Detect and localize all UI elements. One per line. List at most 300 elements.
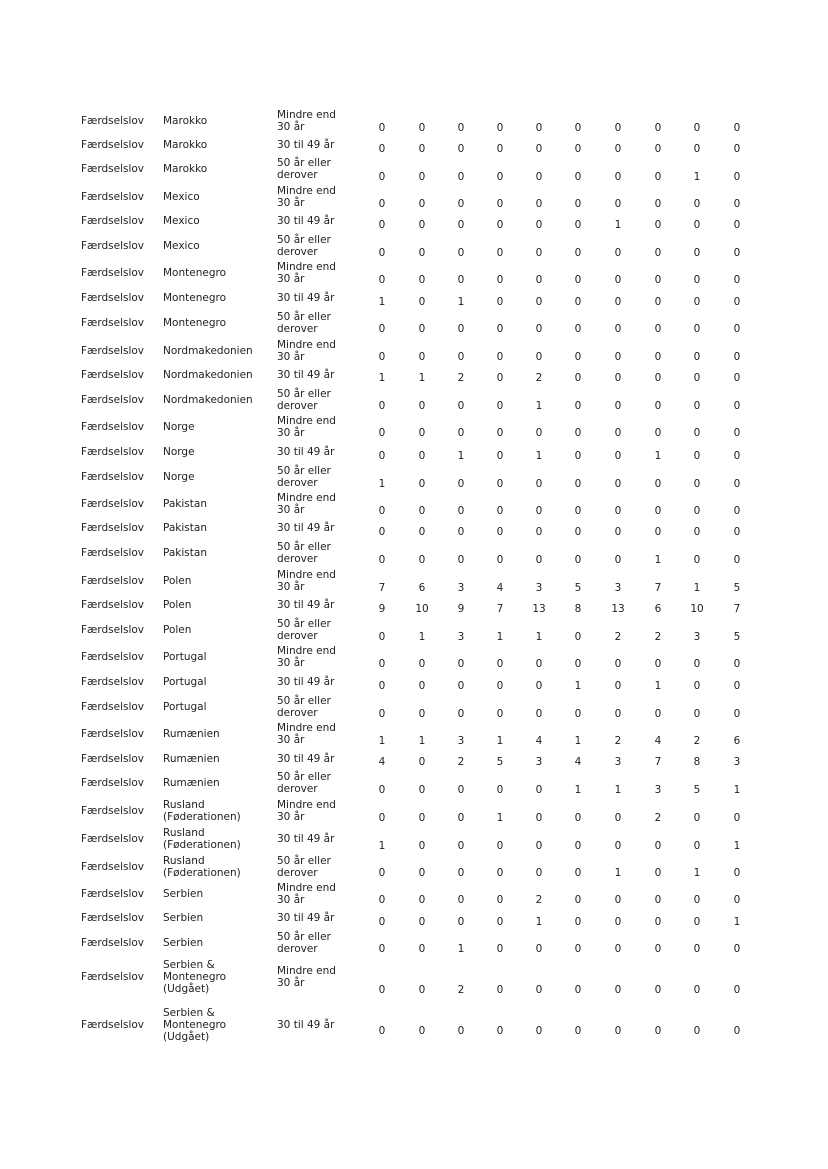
value-cell: 13 — [532, 603, 546, 615]
value-cell: 0 — [418, 708, 426, 720]
value-cell: 1 — [574, 784, 582, 796]
value-cell: 0 — [614, 351, 622, 363]
value-cell: 1 — [614, 219, 622, 231]
value-cell: 1 — [457, 943, 465, 955]
value-cell: 0 — [733, 400, 741, 412]
value-cell: 7 — [654, 756, 662, 768]
value-cell: 0 — [496, 505, 504, 517]
value-cell: 0 — [733, 894, 741, 906]
law-cell: Færdselslov — [81, 446, 145, 458]
age-group-cell: 30 år — [277, 734, 305, 746]
value-cell: 0 — [574, 427, 582, 439]
value-cell: 0 — [457, 840, 465, 852]
value-cell: 0 — [496, 247, 504, 259]
value-cell: 0 — [693, 450, 701, 462]
value-cell: 0 — [614, 450, 622, 462]
value-cell: 0 — [733, 143, 741, 155]
value-cell: 1 — [496, 735, 504, 747]
country-cell: Pakistan — [163, 498, 207, 510]
country-cell: Portugal — [163, 676, 207, 688]
value-cell: 0 — [457, 198, 465, 210]
value-cell: 0 — [418, 198, 426, 210]
value-cell: 0 — [693, 122, 701, 134]
value-cell: 0 — [496, 171, 504, 183]
value-cell: 0 — [693, 840, 701, 852]
law-cell: Færdselslov — [81, 912, 145, 924]
value-cell: 0 — [418, 274, 426, 286]
value-cell: 0 — [378, 680, 386, 692]
value-cell: 0 — [418, 122, 426, 134]
value-cell: 0 — [418, 554, 426, 566]
value-cell: 6 — [733, 735, 741, 747]
value-cell: 0 — [496, 143, 504, 155]
country-cell: Nordmakedonien — [163, 369, 253, 381]
value-cell: 0 — [574, 658, 582, 670]
age-group-cell: 30 år — [277, 504, 305, 516]
value-cell: 0 — [418, 840, 426, 852]
value-cell: 0 — [614, 372, 622, 384]
value-cell: 1 — [457, 296, 465, 308]
age-group-cell: 30 år — [277, 351, 305, 363]
value-cell: 0 — [733, 984, 741, 996]
value-cell: 0 — [418, 323, 426, 335]
value-cell: 0 — [614, 247, 622, 259]
value-cell: 5 — [733, 582, 741, 594]
age-group-cell: 30 år — [277, 121, 305, 133]
value-cell: 0 — [496, 840, 504, 852]
law-cell: Færdselslov — [81, 753, 145, 765]
value-cell: 0 — [535, 867, 543, 879]
value-cell: 0 — [693, 274, 701, 286]
value-cell: 0 — [457, 526, 465, 538]
country-cell: Norge — [163, 446, 195, 458]
law-cell: Færdselslov — [81, 728, 145, 740]
value-cell: 7 — [496, 603, 504, 615]
value-cell: 0 — [574, 450, 582, 462]
value-cell: 0 — [496, 274, 504, 286]
value-cell: 0 — [614, 198, 622, 210]
law-cell: Færdselslov — [81, 139, 145, 151]
value-cell: 5 — [496, 756, 504, 768]
value-cell: 0 — [654, 1025, 662, 1037]
value-cell: 0 — [457, 427, 465, 439]
law-cell: Færdselslov — [81, 624, 145, 636]
value-cell: 0 — [654, 219, 662, 231]
age-group-cell: 30 til 49 år — [277, 522, 335, 534]
value-cell: 0 — [457, 247, 465, 259]
value-cell: 1 — [693, 582, 701, 594]
country-cell: Mexico — [163, 191, 200, 203]
law-cell: Færdselslov — [81, 522, 145, 534]
law-cell: Færdselslov — [81, 498, 145, 510]
value-cell: 7 — [654, 582, 662, 594]
value-cell: 0 — [378, 812, 386, 824]
country-cell: Polen — [163, 624, 192, 636]
country-cell: Pakistan — [163, 522, 207, 534]
age-group-cell: derover — [277, 553, 318, 565]
value-cell: 0 — [654, 274, 662, 286]
law-cell: Færdselslov — [81, 833, 145, 845]
value-cell: 0 — [574, 554, 582, 566]
value-cell: 0 — [496, 680, 504, 692]
country-cell: Serbien — [163, 912, 204, 924]
age-group-cell: 30 år — [277, 894, 305, 906]
value-cell: 0 — [378, 219, 386, 231]
value-cell: 0 — [574, 323, 582, 335]
country-cell: Marokko — [163, 163, 208, 175]
value-cell: 2 — [457, 756, 465, 768]
value-cell: 3 — [457, 631, 465, 643]
age-group-cell: 50 år eller — [277, 234, 331, 246]
value-cell: 0 — [378, 554, 386, 566]
value-cell: 1 — [378, 735, 386, 747]
value-cell: 1 — [654, 554, 662, 566]
value-cell: 9 — [378, 603, 386, 615]
value-cell: 0 — [496, 400, 504, 412]
age-group-cell: derover — [277, 323, 318, 335]
value-cell: 0 — [496, 894, 504, 906]
value-cell: 5 — [574, 582, 582, 594]
value-cell: 0 — [733, 658, 741, 670]
value-cell: 0 — [614, 274, 622, 286]
value-cell: 0 — [378, 351, 386, 363]
value-cell: 0 — [693, 554, 701, 566]
law-cell: Færdselslov — [81, 115, 145, 127]
value-cell: 0 — [496, 219, 504, 231]
value-cell: 6 — [418, 582, 426, 594]
value-cell: 0 — [733, 526, 741, 538]
value-cell: 1 — [654, 450, 662, 462]
age-group-cell: 50 år eller — [277, 771, 331, 783]
value-cell: 0 — [496, 450, 504, 462]
country-cell: Mexico — [163, 215, 200, 227]
value-cell: 1 — [654, 680, 662, 692]
value-cell: 0 — [733, 198, 741, 210]
country-cell: (Føderationen) — [163, 839, 241, 851]
law-cell: Færdselslov — [81, 394, 145, 406]
value-cell: 0 — [496, 323, 504, 335]
value-cell: 0 — [535, 708, 543, 720]
value-cell: 0 — [574, 894, 582, 906]
age-group-cell: derover — [277, 707, 318, 719]
age-group-cell: 30 til 49 år — [277, 292, 335, 304]
value-cell: 0 — [574, 916, 582, 928]
age-group-cell: derover — [277, 943, 318, 955]
value-cell: 0 — [418, 400, 426, 412]
value-cell: 0 — [418, 171, 426, 183]
value-cell: 0 — [614, 984, 622, 996]
value-cell: 0 — [496, 554, 504, 566]
value-cell: 0 — [654, 984, 662, 996]
value-cell: 1 — [614, 784, 622, 796]
value-cell: 0 — [574, 812, 582, 824]
value-cell: 0 — [535, 784, 543, 796]
age-group-cell: 30 til 49 år — [277, 599, 335, 611]
value-cell: 4 — [574, 756, 582, 768]
value-cell: 0 — [733, 450, 741, 462]
value-cell: 1 — [418, 631, 426, 643]
country-cell: Pakistan — [163, 547, 207, 559]
value-cell: 0 — [378, 247, 386, 259]
value-cell: 0 — [378, 427, 386, 439]
value-cell: 0 — [378, 274, 386, 286]
value-cell: 0 — [496, 867, 504, 879]
value-cell: 0 — [457, 351, 465, 363]
age-group-cell: 30 til 49 år — [277, 833, 335, 845]
age-group-cell: 30 år — [277, 197, 305, 209]
value-cell: 1 — [535, 631, 543, 643]
value-cell: 0 — [574, 143, 582, 155]
law-cell: Færdselslov — [81, 861, 145, 873]
age-group-cell: 30 år — [277, 273, 305, 285]
value-cell: 0 — [614, 943, 622, 955]
age-group-cell: 30 år — [277, 657, 305, 669]
value-cell: 0 — [418, 351, 426, 363]
value-cell: 0 — [535, 219, 543, 231]
value-cell: 2 — [535, 372, 543, 384]
value-cell: 0 — [693, 1025, 701, 1037]
country-cell: Rusland — [163, 855, 205, 867]
value-cell: 0 — [378, 943, 386, 955]
value-cell: 0 — [535, 658, 543, 670]
law-cell: Færdselslov — [81, 163, 145, 175]
value-cell: 2 — [457, 984, 465, 996]
value-cell: 0 — [654, 323, 662, 335]
age-group-cell: 30 år — [277, 811, 305, 823]
value-cell: 0 — [574, 400, 582, 412]
value-cell: 0 — [614, 812, 622, 824]
value-cell: 0 — [418, 867, 426, 879]
value-cell: 0 — [574, 526, 582, 538]
age-group-cell: 50 år eller — [277, 541, 331, 553]
country-cell: Rumænien — [163, 753, 220, 765]
value-cell: 0 — [693, 894, 701, 906]
age-group-cell: 50 år eller — [277, 157, 331, 169]
value-cell: 0 — [654, 427, 662, 439]
value-cell: 0 — [418, 450, 426, 462]
age-group-cell: Mindre end — [277, 799, 336, 811]
value-cell: 0 — [496, 198, 504, 210]
age-group-cell: 30 til 49 år — [277, 1019, 335, 1031]
country-cell: Rumænien — [163, 777, 220, 789]
value-cell: 0 — [574, 296, 582, 308]
value-cell: 0 — [535, 427, 543, 439]
law-cell: Færdselslov — [81, 421, 145, 433]
value-cell: 0 — [654, 840, 662, 852]
value-cell: 0 — [535, 198, 543, 210]
age-group-cell: 50 år eller — [277, 465, 331, 477]
value-cell: 0 — [535, 1025, 543, 1037]
value-cell: 7 — [733, 603, 741, 615]
country-cell: (Udgået) — [163, 1031, 210, 1043]
age-group-cell: 30 år — [277, 581, 305, 593]
value-cell: 0 — [614, 658, 622, 670]
value-cell: 0 — [614, 143, 622, 155]
value-cell: 2 — [535, 894, 543, 906]
value-cell: 7 — [378, 582, 386, 594]
value-cell: 0 — [535, 680, 543, 692]
value-cell: 2 — [654, 631, 662, 643]
value-cell: 0 — [457, 505, 465, 517]
value-cell: 0 — [378, 122, 386, 134]
value-cell: 0 — [693, 247, 701, 259]
value-cell: 0 — [378, 894, 386, 906]
value-cell: 0 — [535, 840, 543, 852]
country-cell: Portugal — [163, 651, 207, 663]
value-cell: 1 — [733, 784, 741, 796]
value-cell: 0 — [574, 122, 582, 134]
value-cell: 1 — [496, 631, 504, 643]
value-cell: 0 — [614, 1025, 622, 1037]
value-cell: 0 — [457, 658, 465, 670]
value-cell: 0 — [496, 526, 504, 538]
value-cell: 0 — [654, 171, 662, 183]
value-cell: 0 — [378, 631, 386, 643]
value-cell: 0 — [654, 247, 662, 259]
value-cell: 0 — [733, 812, 741, 824]
value-cell: 0 — [496, 658, 504, 670]
country-cell: Serbien — [163, 888, 204, 900]
value-cell: 4 — [535, 735, 543, 747]
value-cell: 0 — [733, 427, 741, 439]
age-group-cell: derover — [277, 783, 318, 795]
value-cell: 0 — [418, 219, 426, 231]
country-cell: Nordmakedonien — [163, 345, 253, 357]
age-group-cell: 30 til 49 år — [277, 676, 335, 688]
value-cell: 0 — [693, 943, 701, 955]
value-cell: 0 — [654, 505, 662, 517]
value-cell: 0 — [574, 840, 582, 852]
value-cell: 0 — [733, 505, 741, 517]
value-cell: 0 — [654, 198, 662, 210]
value-cell: 0 — [378, 1025, 386, 1037]
country-cell: Serbien — [163, 937, 204, 949]
value-cell: 1 — [574, 735, 582, 747]
value-cell: 0 — [693, 143, 701, 155]
value-cell: 0 — [496, 708, 504, 720]
value-cell: 0 — [418, 658, 426, 670]
country-cell: Montenegro — [163, 1019, 227, 1031]
value-cell: 0 — [574, 247, 582, 259]
value-cell: 10 — [690, 603, 704, 615]
value-cell: 0 — [693, 296, 701, 308]
value-cell: 0 — [378, 323, 386, 335]
value-cell: 0 — [378, 400, 386, 412]
value-cell: 0 — [733, 478, 741, 490]
age-group-cell: Mindre end — [277, 882, 336, 894]
country-cell: (Føderationen) — [163, 867, 241, 879]
law-cell: Færdselslov — [81, 575, 145, 587]
value-cell: 0 — [614, 400, 622, 412]
law-cell: Færdselslov — [81, 292, 145, 304]
country-cell: Serbien & — [163, 959, 215, 971]
value-cell: 1 — [535, 400, 543, 412]
value-cell: 0 — [457, 478, 465, 490]
age-group-cell: Mindre end — [277, 645, 336, 657]
value-cell: 0 — [654, 296, 662, 308]
value-cell: 0 — [733, 372, 741, 384]
value-cell: 0 — [733, 122, 741, 134]
value-cell: 0 — [574, 219, 582, 231]
value-cell: 1 — [733, 916, 741, 928]
value-cell: 0 — [378, 784, 386, 796]
value-cell: 0 — [654, 526, 662, 538]
value-cell: 0 — [574, 171, 582, 183]
age-group-cell: 30 år — [277, 977, 305, 989]
value-cell: 1 — [535, 450, 543, 462]
age-group-cell: Mindre end — [277, 261, 336, 273]
law-cell: Færdselslov — [81, 215, 145, 227]
value-cell: 0 — [614, 323, 622, 335]
value-cell: 0 — [733, 554, 741, 566]
value-cell: 0 — [535, 554, 543, 566]
value-cell: 0 — [378, 984, 386, 996]
value-cell: 0 — [614, 894, 622, 906]
value-cell: 0 — [733, 351, 741, 363]
value-cell: 0 — [535, 143, 543, 155]
value-cell: 3 — [535, 756, 543, 768]
value-cell: 1 — [418, 372, 426, 384]
value-cell: 0 — [574, 372, 582, 384]
age-group-cell: derover — [277, 630, 318, 642]
country-cell: Polen — [163, 599, 192, 611]
value-cell: 0 — [535, 122, 543, 134]
value-cell: 0 — [693, 400, 701, 412]
value-cell: 1 — [378, 478, 386, 490]
value-cell: 0 — [693, 812, 701, 824]
value-cell: 0 — [535, 478, 543, 490]
value-cell: 0 — [614, 916, 622, 928]
value-cell: 0 — [418, 916, 426, 928]
country-cell: (Udgået) — [163, 983, 210, 995]
value-cell: 1 — [614, 867, 622, 879]
law-cell: Færdselslov — [81, 471, 145, 483]
law-cell: Færdselslov — [81, 651, 145, 663]
value-cell: 0 — [418, 143, 426, 155]
value-cell: 1 — [496, 812, 504, 824]
value-cell: 0 — [457, 323, 465, 335]
value-cell: 0 — [574, 351, 582, 363]
country-cell: Polen — [163, 575, 192, 587]
age-group-cell: 30 til 49 år — [277, 912, 335, 924]
age-group-cell: Mindre end — [277, 109, 336, 121]
value-cell: 0 — [457, 812, 465, 824]
value-cell: 0 — [378, 916, 386, 928]
value-cell: 0 — [654, 122, 662, 134]
value-cell: 0 — [654, 143, 662, 155]
age-group-cell: 30 til 49 år — [277, 139, 335, 151]
value-cell: 9 — [457, 603, 465, 615]
country-cell: (Føderationen) — [163, 811, 241, 823]
country-cell: Nordmakedonien — [163, 394, 253, 406]
value-cell: 0 — [535, 943, 543, 955]
value-cell: 0 — [733, 943, 741, 955]
value-cell: 0 — [614, 122, 622, 134]
value-cell: 0 — [733, 247, 741, 259]
value-cell: 0 — [614, 427, 622, 439]
value-cell: 0 — [733, 708, 741, 720]
law-cell: Færdselslov — [81, 369, 145, 381]
value-cell: 0 — [693, 478, 701, 490]
value-cell: 3 — [457, 735, 465, 747]
value-cell: 3 — [614, 582, 622, 594]
value-cell: 0 — [733, 219, 741, 231]
value-cell: 5 — [733, 631, 741, 643]
value-cell: 3 — [614, 756, 622, 768]
age-group-cell: Mindre end — [277, 722, 336, 734]
country-cell: Montenegro — [163, 971, 227, 983]
value-cell: 0 — [614, 554, 622, 566]
